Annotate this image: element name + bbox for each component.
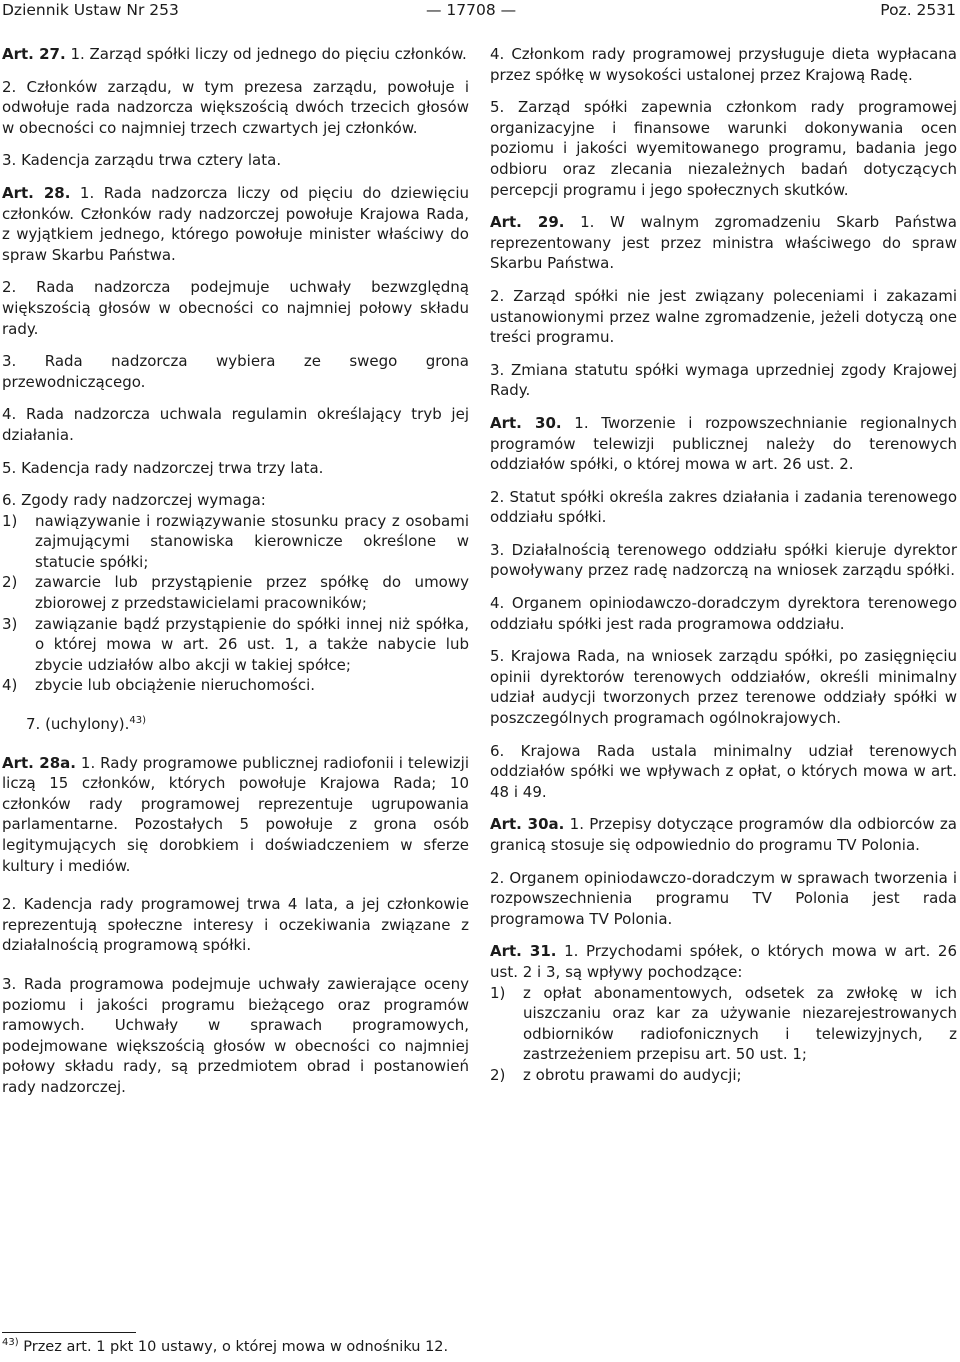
list-item-number: 2) (490, 1065, 506, 1084)
art28-label: Art. 28. (2, 183, 71, 202)
art28-para2: 2. Rada nadzorcza podejmuje uchwały bezwzględną większością głosów w obecności co najmniej połowy składu rady. (2, 278, 469, 338)
art27-label: Art. 27. (2, 45, 66, 63)
art29-para2: 2. Zarząd spółki nie jest związany poleceniami i zakazami ustanowionymi przez walne zgromadzenie, jeżeli dotyczą one treści programu. (490, 286, 957, 347)
list-item-number: 4) (2, 676, 18, 695)
art29-para1 (490, 212, 957, 274)
art28a-text: 1. Rady programowe publicznej radiofonii i telewizji liczą 15 członków, których powołuje Krajowa Rada; 10 członków rady programowej reprezentuje ugrupowania parlamentarne. Pozostałych 5 powołuje z grona osób legitymujących się dorobkiem i doświadczeniem w sferze kultury i mediów. (2, 753, 469, 875)
art30a-text: 1. Przepisy dotyczące programów dla odbiorców za granicą stosuje się odpowiednio do programu TV Polonia. (490, 815, 957, 854)
art28a-para5: 5. Zarząd spółki zapewnia członkom rady programowej organizacyjne i finansowe warunki dokonywania ocen poziomu i jakości wyemitowanego programu, badania jego odbioru oraz zlecania niezależnych badań dotyczących percepcji programu i jego społecznych skutków. (490, 98, 957, 199)
art30-label: Art. 30. (490, 413, 562, 432)
list-item-text: z opłat abonamentowych, odsetek za zwłokę w ich uiszczaniu oraz kar za używanie niezarejestrowanych odbiorników radiofonicznych i telewizyjnych, z zastrzeżeniem przepisu art. 50 ust. 1; (523, 983, 957, 1064)
list-item-text: zawarcie lub przystąpienie przez spółkę do umowy zbiorowej z przedstawicielami pracowników; (35, 573, 469, 613)
art28-para1 (2, 183, 469, 265)
art28-para7 (2, 714, 469, 735)
art28-para5: 5. Kadencja rady nadzorczej trwa trzy lata. (2, 458, 324, 477)
footnote (2, 1337, 469, 1357)
art28a-label: Art. 28a. (2, 753, 76, 772)
art30a-para1 (490, 814, 957, 855)
left-column (2, 44, 469, 1098)
art30-para3: 3. Działalnością terenowego oddziału spółki kieruje dyrektor powoływany przez radę nadzorczą na wniosek zarządu spółki. (490, 540, 957, 580)
list-item-number: 3) (2, 614, 18, 633)
position-number: Poz. 2531 (880, 1, 956, 19)
art28-para4: 4. Rada nadzorcza uchwala regulamin określający tryb jej działania. (2, 405, 469, 444)
art28a-para4: 4. Członkom rady programowej przysługuje dieta wypłacana przez spółkę w wysokości ustalonej przez Krajową Radę. (490, 45, 957, 84)
list-item (2, 572, 469, 613)
footnote-number: 43) (2, 1337, 19, 1349)
art28-para3: 3. Rada nadzorcza wybiera ze swego grona przewodniczącego. (2, 352, 469, 391)
art30-para1 (490, 413, 957, 475)
journal-title: Dziennik Ustaw Nr 253 (2, 1, 179, 19)
art28a-para1 (2, 753, 469, 877)
art29-text: 1. W walnym zgromadzeniu Skarb Państwa reprezentowany jest przez ministra właściwego do spraw Skarbu Państwa. (490, 213, 957, 273)
art30-para5: 5. Krajowa Rada, na wniosek zarządu spółki, po zasięgnięciu opinii dyrektorów terenowych oddziałów, określi minimalny udział audycji tworzonych przez terenowe oddziały spółki w poszczególnych programach ogólnokrajowych. (490, 647, 957, 728)
list-item-text: zbycie lub obciążenie nieruchomości. (35, 676, 316, 695)
list-item (490, 983, 957, 1065)
art27-para1 (2, 44, 469, 65)
art29-label: Art. 29. (490, 213, 565, 232)
art27-text: 1. Zarząd spółki liczy od jednego do pięciu członków. (65, 45, 467, 63)
art27-para3: 3. Kadencja zarządu trwa cztery lata. (2, 151, 282, 170)
page-header (0, 0, 960, 20)
list-item-number: 1) (490, 983, 506, 1002)
list-item (490, 1065, 957, 1086)
art29-para3: 3. Zmiana statutu spółki wymaga uprzedniej zgody Krajowej Rady. (490, 360, 957, 400)
footnote-ref[interactable]: 43) (129, 715, 147, 727)
art28a-para2: 2. Kadencja rady programowej trwa 4 lata, a jej członkowie reprezentują społeczne interesy i oczekiwania związane z działalnością programową spółki. (2, 895, 469, 955)
art28-text: 1. Rada nadzorcza liczy od pięciu do dziewięciu członków. Członków rady nadzorczej powołuje Krajowa Rada, z wyjątkiem jednego, którego powołuje minister właściwy do spraw Skarbu Państwa. (2, 183, 470, 264)
art30a-para2: 2. Organem opiniodawczo-doradczym w sprawach tworzenia i rozpowszechnienia programu TV Polonia jest rada programowa TV Polonia. (490, 868, 957, 928)
art30-para6: 6. Krajowa Rada ustala minimalny udział terenowych oddziałów spółki we wpływach z opłat, o których mowa w art. 48 i 49. (490, 741, 957, 801)
art28a-para3: 3. Rada programowa podejmuje uchwały zawierające oceny poziomu i jakości programu bieżącego oraz programów ramowych. Uchwały w sprawach programowych, podejmowane większością głosów w obecności co najmniej połowy składu rady, są przedmiotem obrad i postanowień rady nadzorczej. (2, 974, 469, 1096)
art31-text: 1. Przychodami spółek, o których mowa w art. 26 ust. 2 i 3, są wpływy pochodzące: (490, 942, 958, 981)
art31-para1 (490, 941, 957, 982)
art30-para2: 2. Statut spółki określa zakres działania i zadania terenowego oddziału spółki. (490, 487, 957, 527)
art30-para4: 4. Organem opiniodawczo-doradczym dyrektora terenowego oddziału spółki jest rada programowa oddziału. (490, 594, 957, 633)
art28-para7-text: 7. (uchylony). (26, 715, 130, 734)
list-item (2, 511, 469, 573)
page-number: — 17708 — (426, 1, 517, 19)
art28-para6: 6. Zgody rady nadzorczej wymaga: (2, 491, 266, 510)
list-item-number: 2) (2, 573, 18, 592)
list-item-text: z obrotu prawami do audycji; (523, 1065, 742, 1084)
list-item-text: nawiązywanie i rozwiązywanie stosunku pracy z osobami zajmującymi stanowiska kierownicze określone w statucie spółki; (35, 511, 469, 571)
footnote-text: Przez art. 1 pkt 10 ustawy, o której mowa w odnośniku 12. (18, 1339, 449, 1355)
footnote-divider (2, 1332, 136, 1333)
list-item-text: zawiązanie bądź przystąpienie do spółki innej niż spółka, o której mowa w art. 26 ust. 1, a także nabycie lub zbycie udziałów albo akcji w takiej spółce; (35, 614, 469, 674)
art30a-label: Art. 30a. (490, 815, 565, 834)
art31-label: Art. 31. (490, 942, 557, 961)
list-item (2, 675, 469, 696)
list-item-number: 1) (2, 511, 18, 530)
right-column (490, 44, 957, 1086)
art30-text: 1. Tworzenie i rozpowszechnianie regionalnych programów telewizji publicznej należy do terenowych oddziałów spółki, o której mowa w art. 26 ust. 2. (490, 413, 957, 474)
list-item (2, 614, 469, 676)
art27-para2: 2. Członków zarządu, w tym prezesa zarządu, powołuje i odwołuje rada nadzorcza większością dwóch trzecich głosów w obecności co najmniej trzech czwartych jej członków. (2, 77, 469, 137)
